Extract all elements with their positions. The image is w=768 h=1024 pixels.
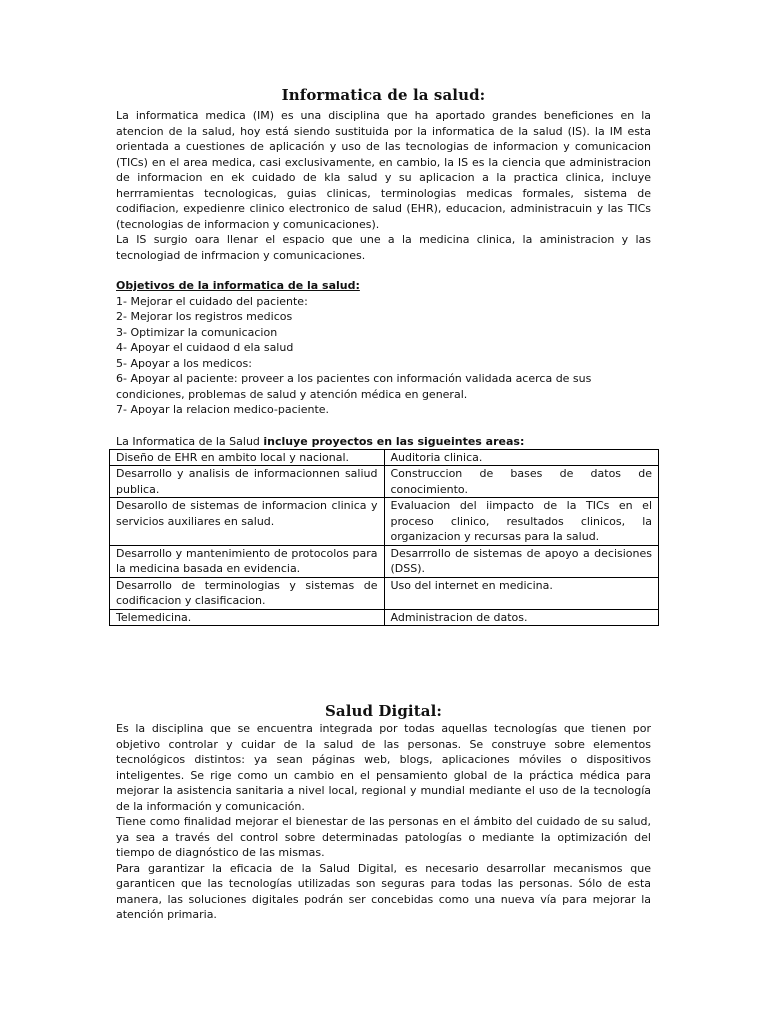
table-cell: Desarrollo y mantenimiento de protocolos para la medicina basada en evidencia. xyxy=(110,545,385,577)
salud-digital-paragraph-1: Es la disciplina que se encuentra integrada por todas aquellas tecnologías que tienen por objetivo controlar y cuidar de la salud de las personas. Se construye sobre elementos tecnológicos distintos: ya sean páginas web, blogs, aplicaciones móviles o dispositivos inteligentes. Se rige como un cambio en el pensamiento global de la práctica médica para mejorar la asistencia sanitaria a nivel local, regional y mundial mediante el uso de la tecnología de la información y comunicación. xyxy=(116,722,651,813)
list-item: 2- Mejorar los registros medicos xyxy=(116,310,293,323)
table-cell: Construccion de bases de datos de conocimiento. xyxy=(384,466,659,498)
table-row xyxy=(110,466,659,498)
table-cell: Diseño de EHR en ambito local y nacional. xyxy=(110,449,385,466)
table-cell: Evaluacion del iimpacto de la TICs en el proceso clinico, resultados clinicos, la organizacion y recursas para la salud. xyxy=(384,498,659,546)
is-origin-paragraph: La IS surgio oara llenar el espacio que une a la medicina clinica, la aministracion y las tecnologiad de infrmacion y comunicaciones. xyxy=(116,233,651,262)
table-intro-plain: La Informatica de la Salud xyxy=(116,434,264,448)
list-item: 4- Apoyar el cuidaod d ela salud xyxy=(116,341,294,354)
table-row xyxy=(110,449,659,466)
spacer xyxy=(116,263,651,278)
list-item: 5- Apoyar a los medicos: xyxy=(116,356,252,370)
intro-paragraph: La informatica medica (IM) es una disciplina que ha aportado grandes beneficiones en la atencion de la salud, hoy está siendo sustituida por la informatica de la salud (IS). la IM esta orientada a cuestiones de aplicación y uso de las tecnologias de informacion y comunicacion (TICs) en el area medica, casi exclusivamente, en cambio, la IS es la ciencia que administracion de informacion en ek cuidado de kla salud y su aplicacion a la practica clinica, incluye herrramientas tecnologicas, guias clinicas, terminologias medicas formales, sistema de codifiacion, expedienre clinico electronico de salud (EHR), educacion, administracuin y las TICs (tecnologias de informacion y comunicaciones). xyxy=(116,109,651,231)
document-page xyxy=(116,86,651,923)
table-row xyxy=(110,577,659,609)
table-cell: Auditoria clinica. xyxy=(384,449,659,466)
table-row xyxy=(110,609,659,626)
salud-digital-paragraph-2: Tiene como finalidad mejorar el bienestar de las personas en el ámbito del cuidado de su salud, ya sea a través del control sobre determinadas patologías o mediante la optimización del tiempo de diagnóstico de las mismas. xyxy=(116,815,651,859)
table-row xyxy=(110,498,659,546)
table-intro xyxy=(116,434,651,449)
table-cell: Desarollo de sistemas de informacion clinica y servicios auxiliares en salud. xyxy=(110,498,385,546)
list-item: 3- Optimizar la comunicacion xyxy=(116,325,278,339)
table-cell: Administracion de datos. xyxy=(384,609,659,626)
list-item: 7- Apoyar la relacion medico-paciente. xyxy=(116,403,330,416)
table-row xyxy=(110,545,659,577)
table-cell: Desarrollo de terminologias y sistemas de codificacion y clasificacion. xyxy=(110,577,385,609)
list-item: 6- Apoyar al paciente: proveer a los pacientes con información validada acerca de sus condiciones, problemas de salud y atención médica en general. xyxy=(116,372,592,401)
list-item: 1- Mejorar el cuidado del paciente: xyxy=(116,294,308,308)
table-cell: Uso del internet en medicina. xyxy=(384,577,659,609)
salud-digital-paragraph-3: Para garantizar la eficacia de la Salud Digital, es necesario desarrollar mecanismos que garanticen que las tecnologías utilizadas son seguras para todas las personas. Sólo de esta manera, las soluciones digitales podrán ser concebidas como una nueva vía para mejorar la atención primaria. xyxy=(116,861,651,921)
table-cell: Desarrrollo de sistemas de apoyo a decisiones (DSS). xyxy=(384,545,659,577)
section-title-salud-digital: Salud Digital: xyxy=(324,702,443,720)
areas-table xyxy=(109,449,659,627)
objectives-heading: Objetivos de la informatica de la salud: xyxy=(116,279,360,292)
table-cell: Telemedicina. xyxy=(110,609,385,626)
table-cell: Desarrollo y analisis de informacionnen saliud publica. xyxy=(110,466,385,498)
objectives-list xyxy=(116,294,651,418)
section-title-informatica: Informatica de la salud: xyxy=(281,86,486,104)
table-intro-bold: incluye proyectos en las sigueintes areas: xyxy=(263,434,525,448)
